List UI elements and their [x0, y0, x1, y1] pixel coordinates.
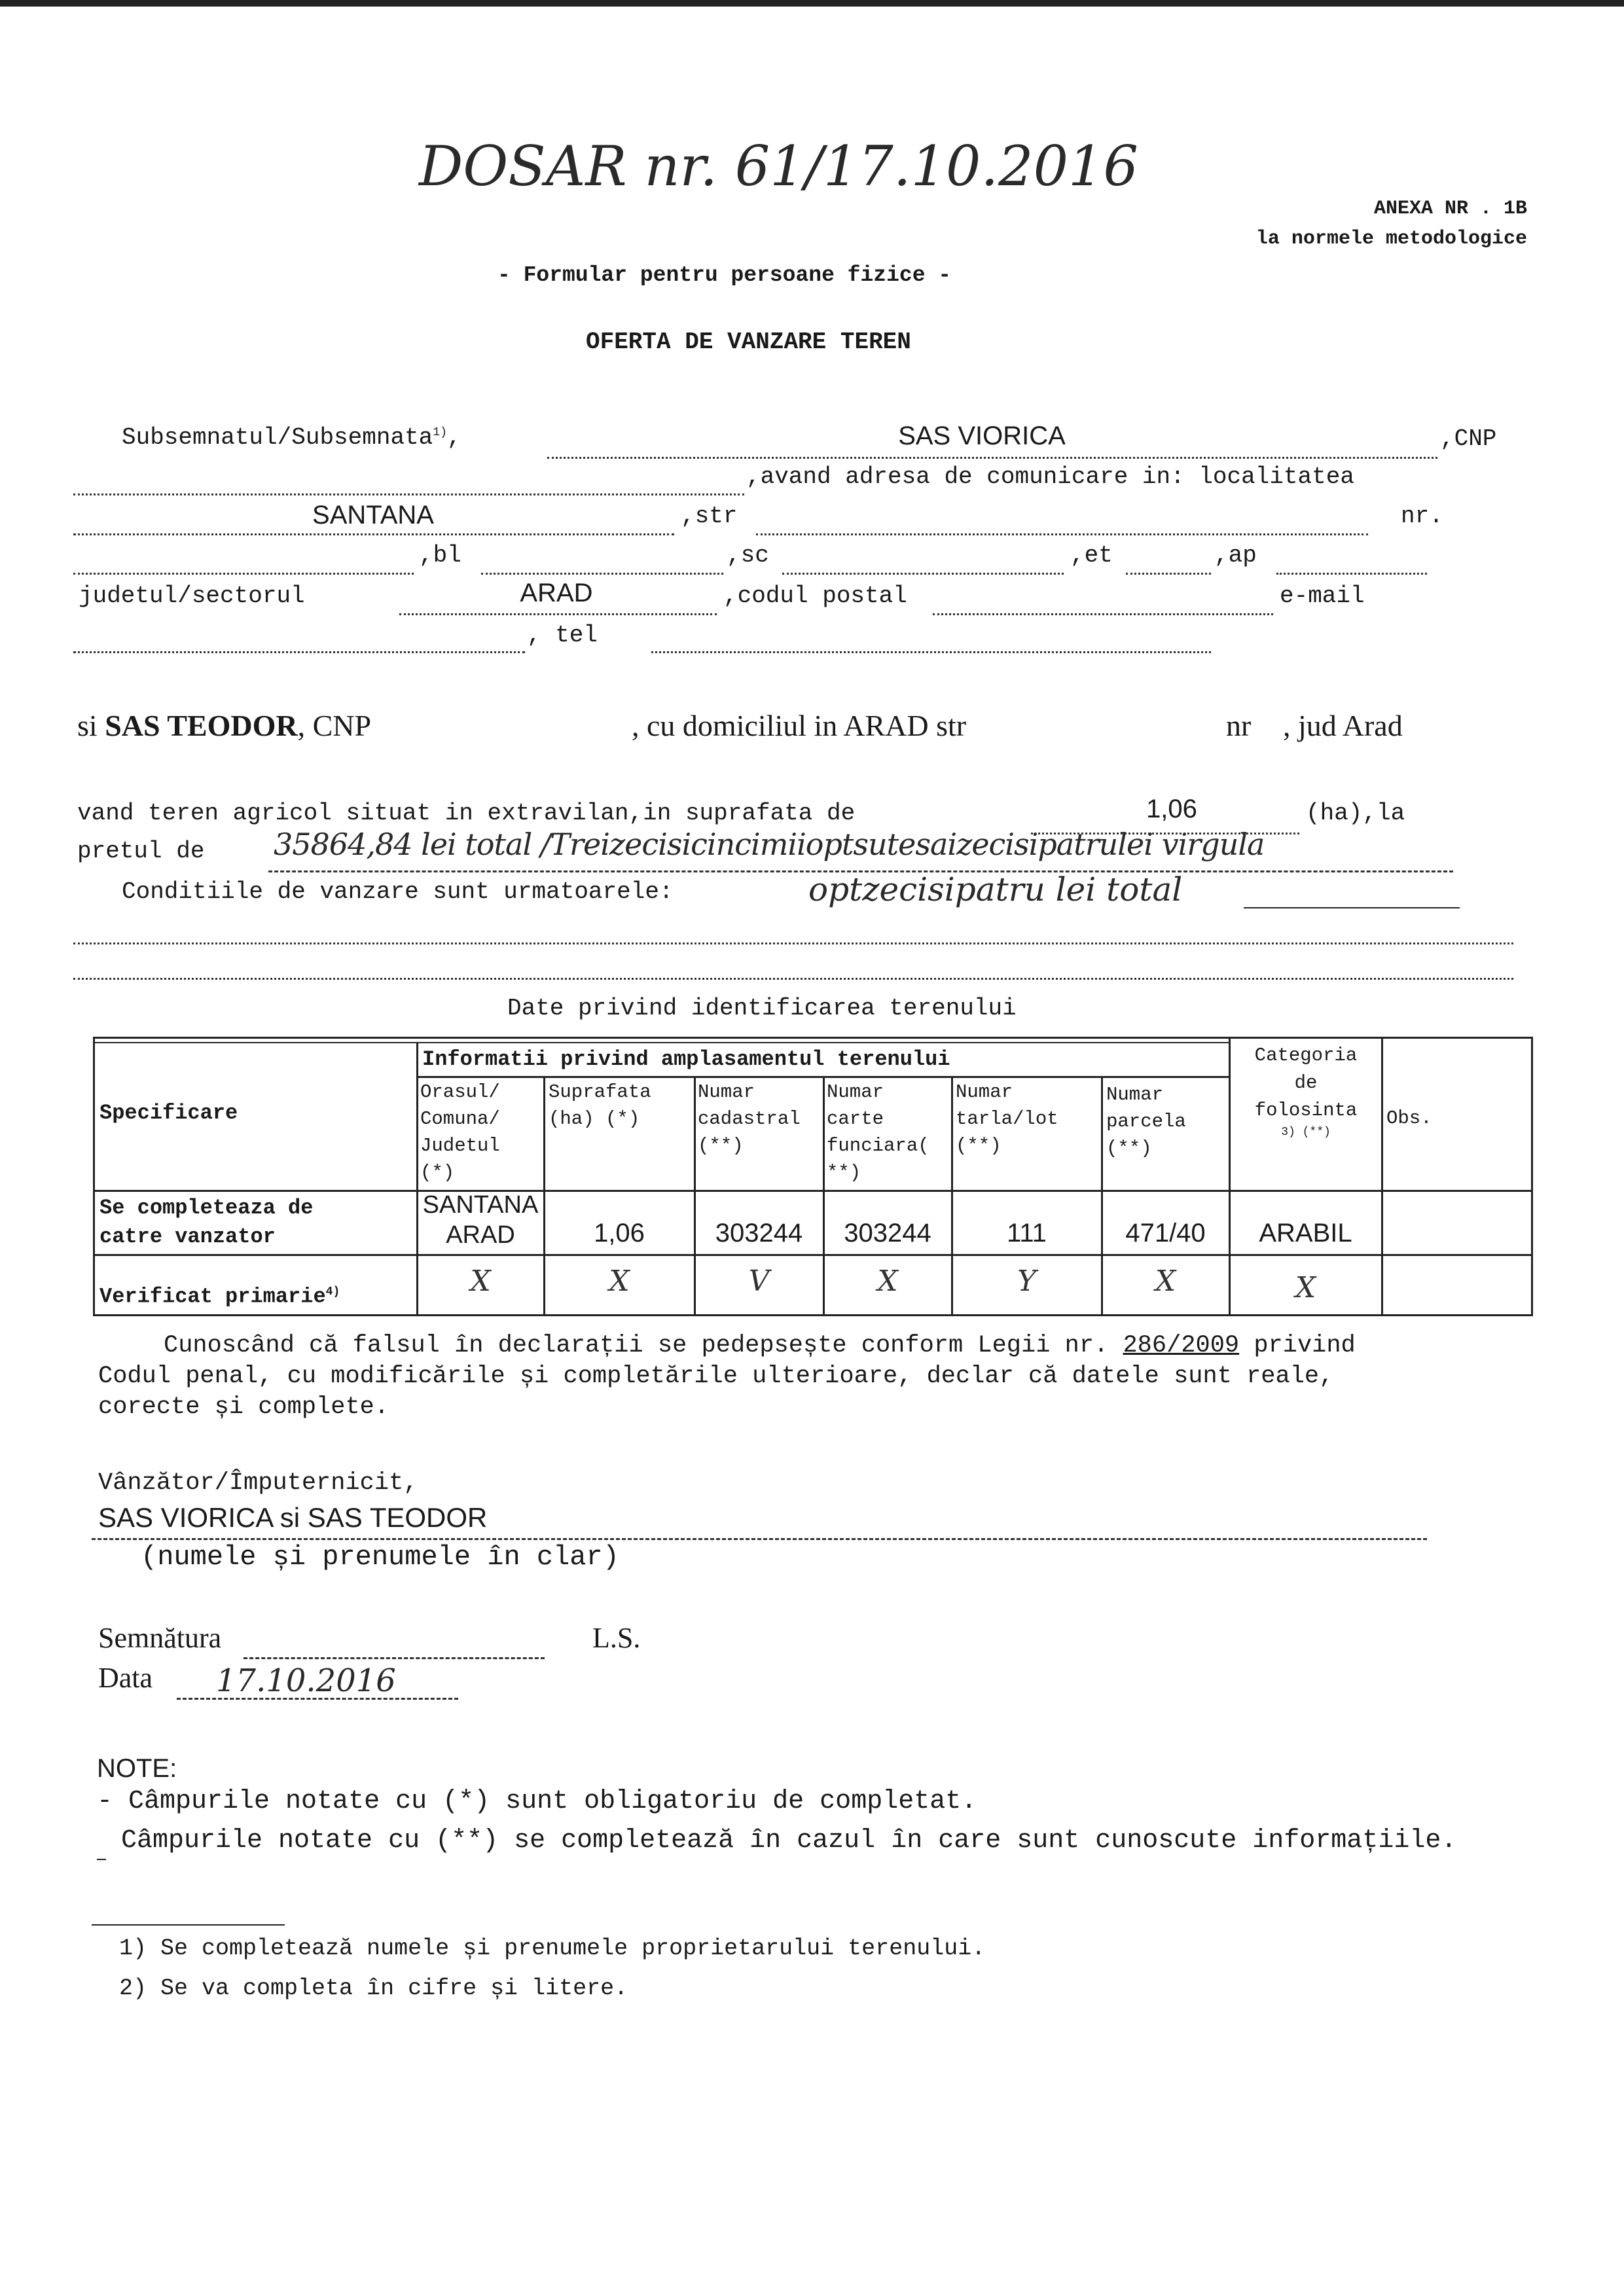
row2-mark-parcela: X	[1155, 1265, 1176, 1298]
table-caption: Date privind identificarea terenului	[507, 995, 1017, 1022]
label-cnp: ,CNP	[1440, 425, 1497, 452]
seller-name-line	[547, 457, 1437, 459]
row1-tarla: 111	[1007, 1219, 1047, 1247]
row2-label: Verificat primarie$^{4)}$	[99, 1284, 340, 1309]
price-handwritten-cont: optzecisipatru lei total	[808, 870, 1183, 908]
label-et: ,et	[1070, 542, 1113, 569]
col-cadastral: Numar cadastral (**)	[698, 1081, 801, 1157]
col-orasul: Orasul/ Comuna/ Judetul (*)	[420, 1081, 500, 1183]
price-handwritten: 35864,84 lei total /Treizecisicincimiioptsutesaizecisipatrulei virgula	[274, 827, 1265, 862]
col-suprafata: Suprafata (ha) (*)	[549, 1081, 651, 1130]
declaration-line1: Cunoscând că falsul în declarații se pedepsește conform Legii nr. 286/2009 privind	[164, 1332, 1356, 1359]
email-line	[73, 651, 525, 653]
bl-line	[481, 573, 723, 575]
row1-carte-funciara: 303244	[844, 1219, 931, 1247]
semnatura-line	[244, 1657, 545, 1659]
signature-names: SAS VIORICA si SAS TEODOR	[98, 1502, 488, 1533]
judet-line	[399, 613, 717, 615]
conditions-line-2	[73, 978, 1513, 980]
note-2-dash	[97, 1859, 106, 1860]
label-ls: L.S.	[592, 1622, 641, 1654]
law-number: 286/2009	[1123, 1332, 1240, 1359]
footnote-2: 2) Se va completa în cifre și litere.	[119, 1975, 628, 2001]
label-judet: judetul/sectorul	[79, 583, 305, 609]
label-cod-postal: ,codul postal	[723, 583, 907, 609]
col-tarla: Numar tarla/lot (**)	[956, 1081, 1058, 1157]
footnote-1: 1) Se completează numele și prenumele proprietarului terenului.	[119, 1935, 986, 1962]
scan-top-edge	[0, 0, 1624, 7]
label-email: e-mail	[1280, 583, 1365, 609]
row1-localitate: SANTANA ARAD	[422, 1191, 539, 1249]
col-parcela: Numar parcela (**)	[1106, 1084, 1186, 1159]
row1-cadastral: 303244	[715, 1219, 803, 1247]
notes-title: NOTE:	[97, 1754, 177, 1783]
row1-suprafata: 1,06	[594, 1219, 645, 1247]
offer-line2: pretul de	[77, 838, 205, 865]
ap-line	[1276, 573, 1427, 575]
co-seller-line: si SAS TEODOR, CNP	[77, 709, 372, 742]
label-subsemnatul: Subsemnatul/Subsemnata$^{1)}$,	[122, 424, 461, 451]
offer-conditions: Conditiile de vanzare sunt urmatoarele:	[122, 878, 674, 905]
price-end-line	[1244, 907, 1460, 908]
str-line	[756, 533, 1368, 535]
co-seller-domiciliu: , cu domiciliul in ARAD str	[632, 709, 967, 742]
declaration-line2: Codul penal, cu modificările și completările ulterioare, declar că datele sunt reale,	[98, 1363, 1334, 1390]
row2-mark-categoria: X	[1295, 1271, 1316, 1304]
col-categoria: Categoria de folosinta 3) (**)	[1254, 1045, 1358, 1139]
label-bl: ,bl	[419, 542, 461, 569]
note-2: Câmpurile notate cu (**) se completează în cazul în care sunt cunoscute informațiile.	[121, 1826, 1457, 1856]
label-data: Data	[98, 1662, 153, 1694]
et-line	[1126, 573, 1211, 575]
offer-line1: vand teren agricol situat in extravilan,in suprafata de	[77, 800, 856, 827]
col-obs: Obs.	[1386, 1107, 1432, 1129]
label-str: ,str	[681, 503, 738, 529]
label-semnatura: Semnătura	[98, 1622, 222, 1654]
footnote-separator	[92, 1924, 285, 1926]
row2-mark-suprafata: X	[609, 1265, 630, 1298]
judet-value: ARAD	[520, 579, 593, 607]
col-specificare: Specificare	[99, 1101, 238, 1125]
localitate-line	[73, 533, 674, 535]
localitate-value: SANTANA	[312, 501, 434, 529]
co-seller-name: SAS TEODOR	[105, 709, 298, 742]
declaration-line3: corecte și complete.	[98, 1393, 389, 1421]
row2-mark-orasul: X	[470, 1265, 491, 1298]
row2-mark-tarla: Y	[1017, 1265, 1037, 1298]
cnp-line	[73, 493, 744, 495]
row1-label: Se completeaza de catre vanzator	[99, 1196, 314, 1249]
label-nr: nr.	[1401, 503, 1443, 529]
label-sc: ,sc	[727, 542, 769, 569]
seller-name: SAS VIORICA	[898, 422, 1066, 450]
annex-number: ANEXA NR . 1B	[1373, 198, 1527, 220]
form-subtitle: - Formular pentru persoane fizice -	[497, 263, 952, 287]
tel-line	[651, 651, 1211, 653]
co-seller-nr: nr	[1226, 709, 1252, 742]
annex-subtitle: la normele metodologice	[1255, 228, 1527, 250]
conditions-line-1	[73, 942, 1513, 944]
form-title: OFERTA DE VANZARE TEREN	[586, 329, 911, 355]
label-ap: ,ap	[1214, 542, 1257, 569]
label-tel: , tel	[527, 622, 598, 649]
header-group: Informatii privind amplasamentul terenului	[422, 1047, 950, 1071]
sc-line	[782, 573, 1064, 575]
signature-role: Vânzător/Împuternicit,	[98, 1469, 418, 1497]
note-1: - Câmpurile notate cu (*) sunt obligatoriu de completat.	[97, 1787, 977, 1816]
row2-mark-cadastral: V	[748, 1265, 770, 1298]
cod-postal-line	[933, 613, 1273, 615]
nr-line	[73, 573, 414, 575]
offer-line1-suffix: (ha),la	[1306, 800, 1405, 827]
date-handwritten: 17.10.2016	[216, 1662, 396, 1699]
label-adresa: ,avand adresa de comunicare in: localitatea	[746, 463, 1354, 490]
row1-categoria: ARABIL	[1259, 1219, 1352, 1247]
col-carte-funciara: Numar carte funciara( **)	[827, 1081, 929, 1183]
signature-hint: (numele și prenumele în clar)	[141, 1541, 619, 1573]
co-seller-judet: , jud Arad	[1283, 709, 1403, 742]
row1-parcela: 471/40	[1125, 1219, 1206, 1247]
area-value: 1,06	[1146, 795, 1197, 823]
signature-names-line	[92, 1538, 1427, 1540]
row2-mark-carte: X	[877, 1265, 898, 1298]
handwritten-dossier-number: DOSAR nr. 61/17.10.2016	[419, 134, 1138, 198]
